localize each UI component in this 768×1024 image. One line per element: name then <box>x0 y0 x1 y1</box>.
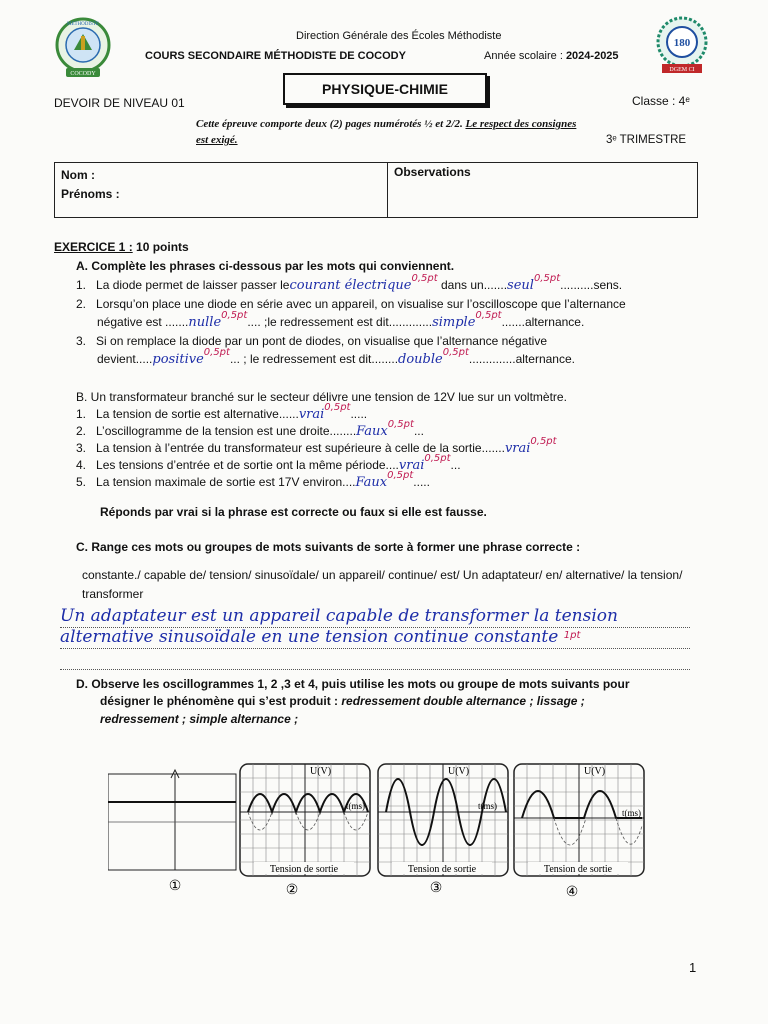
figure-1-label: ① <box>168 879 182 894</box>
a-item-2-line1 <box>76 297 626 311</box>
a1-text-after: sens. <box>593 278 623 292</box>
b3-answer[interactable]: vrai <box>504 441 531 456</box>
a2-text-mid: ;le redressement est dit <box>260 315 389 329</box>
part-d-heading-2 <box>100 694 585 708</box>
student-name-cell[interactable] <box>55 163 388 217</box>
a1-answer-2[interactable]: seul <box>507 278 534 293</box>
a-item-2-line2: négative est .......nulle$^{0,5pt}$.... ;le redressement est dit.............simple$^{0,5pt}$.......alternance. <box>97 310 585 330</box>
b5-text: La tension maximale de sortie est 17V environ <box>96 475 343 489</box>
term-label: 3ᵉ TRIMESTRE <box>606 134 687 146</box>
school-year <box>484 50 619 62</box>
page-number: 1 <box>689 960 697 975</box>
part-c-points: 1pt <box>563 630 581 641</box>
subject-title: PHYSIQUE-CHIMIE <box>283 73 487 105</box>
part-c-heading: C. Range ces mots ou groupes de mots suivants de sorte à former une phrase correcte : <box>76 540 581 554</box>
a2-text-after: alternance. <box>524 315 585 329</box>
a2-answer-2[interactable]: simple <box>432 315 476 330</box>
item-number: 4. <box>76 458 87 472</box>
item-number: 1. <box>76 407 87 421</box>
identification-table <box>54 162 698 218</box>
oscillograms-figure <box>108 756 648 906</box>
grade-annotation: 0,5pt <box>411 273 438 284</box>
figure-3-axis-u: U(V) <box>448 766 470 777</box>
figure-3-axis-t: t(ms) <box>478 801 497 811</box>
b4-answer[interactable]: vrai <box>398 458 425 473</box>
nom-label: Nom : <box>61 168 95 182</box>
part-c-answer[interactable] <box>60 606 700 650</box>
part-d-terms: redressement double alternance ; lissage ; <box>341 694 585 708</box>
oscillogram-4 <box>514 764 644 900</box>
figure-4-label: ④ <box>565 885 579 900</box>
part-d-terms-2 <box>100 712 298 726</box>
part-c-words: constante./ capable de/ tension/ sinusoïdale/ un appareil/ continue/ est/ Un adaptateur/ en/ alternative/ la tension/ transformer <box>82 568 683 601</box>
year-label: Année scolaire : <box>484 50 566 62</box>
logo-right-number: 180 <box>673 37 691 49</box>
answer-line-3 <box>60 669 690 670</box>
item-number: 2. <box>76 297 87 311</box>
a2-answer-1[interactable]: nulle <box>188 315 222 330</box>
exercise-number: EXERCICE 1 : <box>54 240 133 254</box>
observations-cell[interactable] <box>388 163 477 217</box>
b-item-2: 2. L’oscillogramme de la tension est une droite........Faux$^{0,5pt}$... <box>76 419 424 439</box>
item-number: 1. <box>76 278 87 292</box>
a3-answer-2[interactable]: double <box>398 352 443 367</box>
figure-4-axis-u: U(V) <box>584 766 606 777</box>
consigne-respect: Le respect des consignes est exigé. <box>196 118 577 146</box>
figure-2-axis-t: t(ms) <box>346 801 365 811</box>
a3-text-line1: Si on remplace la diode par un pont de diodes, on visualise que l’alternance négative <box>96 334 547 348</box>
school-name: COURS SECONDAIRE MÉTHODISTE DE COCODY <box>145 50 406 62</box>
exercise-points: 10 points <box>132 240 189 254</box>
a1-text-before: La diode permet de laisser passer le <box>96 278 290 292</box>
item-number: 3. <box>76 334 87 348</box>
instructions-note <box>196 116 586 148</box>
a1-text-mid: dans un <box>440 278 484 292</box>
b-item-1: 1. La tension de sortie est alternative......vrai$^{0,5pt}$..... <box>76 402 368 422</box>
exam-level: DEVOIR DE NIVEAU 01 <box>54 96 185 110</box>
grade-annotation: 0,5pt <box>324 402 351 413</box>
grade-annotation: 0,5pt <box>387 470 414 481</box>
grade-annotation: 0,5pt <box>442 347 469 358</box>
class-label: Classe : 4ᵉ <box>632 94 690 108</box>
a2-text-before: négative est <box>97 315 166 329</box>
b-item-4: 4. Les tensions d’entrée et de sortie ont la même période....vrai$^{0,5pt}$... <box>76 453 461 473</box>
item-number: 3. <box>76 441 87 455</box>
grade-annotation: 0,5pt <box>424 453 451 464</box>
figure-4-caption: Tension de sortie <box>543 864 613 875</box>
b3-text: La tension à l’entrée du transformateur est supérieure à celle de la sortie <box>96 441 482 455</box>
logo-right-text: DGEM CI <box>669 67 695 73</box>
oscillogram-3 <box>378 764 508 896</box>
school-logo <box>52 16 114 78</box>
grade-annotation: 0,5pt <box>203 347 230 358</box>
part-b-instruction: Réponds par vrai si la phrase est correcte ou faux si elle est fausse. <box>100 505 487 519</box>
b-item-3: 3. La tension à l’entrée du transformateur est supérieure à celle de la sortie.......vrai$^{0,5pt}$ <box>76 436 557 456</box>
exercise-title <box>54 240 189 254</box>
prenoms-label: Prénoms : <box>61 187 120 201</box>
a-item-1: 1. La diode permet de laisser passer lecourant électrique$^{0,5pt}$ dans un.......seul$^{0,5pt}$..........sens. <box>76 273 623 293</box>
b1-text: La tension de sortie est alternative <box>96 407 279 421</box>
logo-left-bottom-text: COCODY <box>70 71 96 77</box>
figure-2-label: ② <box>285 883 299 898</box>
a-item-3-line2: devient.....positive$^{0,5pt}$... ; le redressement est dit........double$^{0,5pt}$..............alternance. <box>97 347 575 367</box>
b-item-5: 5. La tension maximale de sortie est 17V environ....Faux$^{0,5pt}$..... <box>76 470 430 490</box>
a3-text-mid: ; le redressement est dit <box>239 352 372 366</box>
consigne-pages: Cette épreuve comporte deux (2) pages numérotés ½ et 2/2. <box>196 118 466 130</box>
figure-4-axis-t: t(ms) <box>622 808 641 818</box>
grade-annotation: 0,5pt <box>387 419 414 430</box>
figure-3-label: ③ <box>429 881 443 896</box>
a-item-3-line1 <box>76 334 547 348</box>
grade-annotation: 0,5pt <box>533 273 561 284</box>
b5-answer[interactable]: Faux <box>355 475 388 490</box>
part-c-answer-text: Un adaptateur est un appareil capable de transformer la tension alternative sinusoïdale en une tension continue constante <box>60 606 618 647</box>
oscillogram-2 <box>240 764 370 898</box>
item-number: 2. <box>76 424 87 438</box>
figure-2-axis-u: U(V) <box>310 766 332 777</box>
observations-label: Observations <box>394 165 471 179</box>
a3-answer-1[interactable]: positive <box>152 352 204 367</box>
anniversary-logo <box>652 14 712 76</box>
b4-text: Les tensions d’entrée et de sortie ont la même période <box>96 458 386 472</box>
figure-2-caption: Tension de sortie <box>269 864 339 875</box>
grade-annotation: 0,5pt <box>530 436 557 447</box>
part-d-terms-2-text: redressement ; simple alternance ; <box>100 712 299 726</box>
part-b-heading: B. Un transformateur branché sur le secteur délivre une tension de 12V lue sur un voltmètre. <box>76 390 567 404</box>
oscillogram-1 <box>108 770 236 894</box>
logo-left-top-text: METHODISTE <box>67 22 99 27</box>
part-a-heading: A. Complète les phrases ci-dessous par les mots qui conviennent. <box>76 259 455 273</box>
b2-answer[interactable]: Faux <box>356 424 388 439</box>
part-d-heading-1: D. Observe les oscillogrammes 1, 2 ,3 et 4, puis utilise les mots ou groupe de mots suivants pour <box>76 677 630 691</box>
grade-annotation: 0,5pt <box>475 310 502 321</box>
part-d-text: désigner le phénomène qui s’est produit : <box>100 694 342 708</box>
b2-text: L’oscillogramme de la tension est une droite <box>96 424 330 438</box>
year-value: 2024-2025 <box>565 50 619 62</box>
a2-text-line1: Lorsqu’on place une diode en série avec un appareil, on visualise sur l’oscilloscope que l’alternance <box>96 297 626 311</box>
figure-3-caption: Tension de sortie <box>407 864 477 875</box>
grade-annotation: 0,5pt <box>221 310 248 321</box>
a3-text-before: devient <box>97 352 136 366</box>
b1-answer[interactable]: vrai <box>298 407 325 422</box>
item-number: 5. <box>76 475 87 489</box>
a3-text-after: alternance. <box>515 352 575 366</box>
direction-heading: Direction Générale des Écoles Méthodiste <box>296 30 502 42</box>
a1-answer-1[interactable]: courant électrique <box>289 278 412 293</box>
